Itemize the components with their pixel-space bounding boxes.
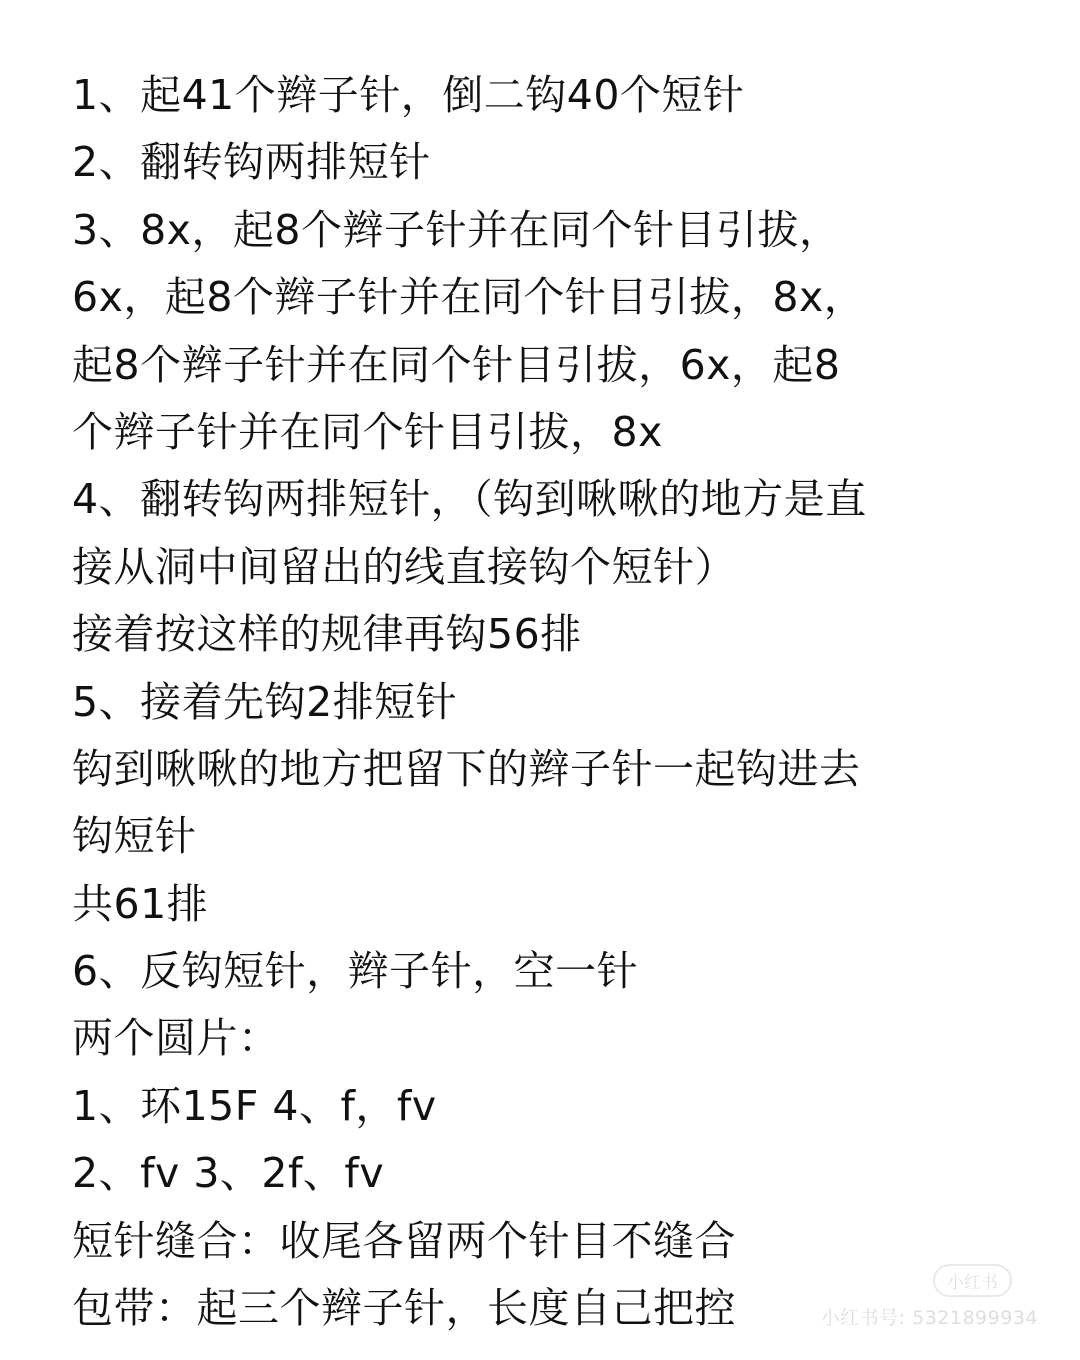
- watermark: [821, 1264, 1038, 1330]
- text-line: 钩到啾啾的地方把留下的辫子针一起钩进去: [72, 744, 861, 793]
- text-line: 4、翻转钩两排短针，（钩到啾啾的地方是直: [72, 475, 867, 524]
- text-line: 包带：起三个辫子针，长度自己把控: [72, 1284, 736, 1333]
- text-line: 3、8x，起8个辫子针并在同个针目引拔，: [72, 205, 841, 254]
- text-line: 6、反钩短针，辫子针，空一针: [72, 947, 639, 996]
- text-line: 2、fv 3、2f、fv: [72, 1149, 385, 1198]
- text-line: 接从洞中间留出的线直接钩个短针）: [72, 542, 736, 591]
- text-line: 2、翻转钩两排短针: [72, 138, 431, 187]
- text-line: 1、起41个辫子针，倒二钩40个短针: [72, 71, 745, 119]
- text-line: 接着按这样的规律再钩56排: [72, 610, 582, 659]
- text-line: 两个圆片：: [72, 1014, 280, 1063]
- text-line: 个辫子针并在同个针目引拔，8x: [72, 407, 663, 456]
- watermark-logo: 小红书: [933, 1264, 1012, 1297]
- text-line: 起8个辫子针并在同个针目引拔，6x，起8: [72, 340, 841, 389]
- instructions-text: [72, 62, 1032, 1342]
- text-line: 短针缝合：收尾各留两个针目不缝合: [72, 1216, 736, 1265]
- text-line: 共61排: [72, 879, 209, 928]
- watermark-id: 小红书号: 5321899934: [820, 1307, 1038, 1329]
- text-line: 5、接着先钩2排短针: [72, 677, 458, 726]
- text-line: 1、环15F 4、f，fv: [72, 1081, 437, 1130]
- text-line: 钩短针: [72, 812, 197, 861]
- text-line: 6x，起8个辫子针并在同个针目引拔，8x，: [72, 273, 866, 322]
